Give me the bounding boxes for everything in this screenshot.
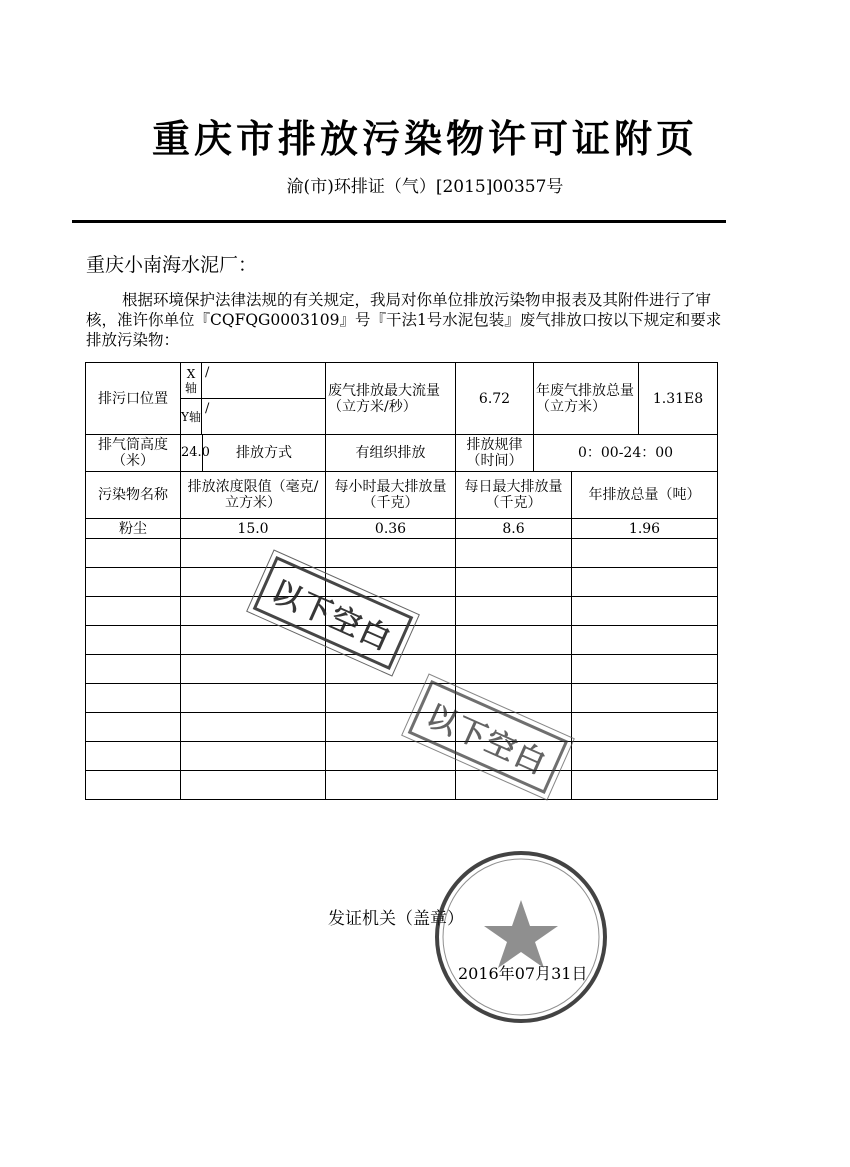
table-row-empty [86, 684, 718, 713]
header-concentration: 排放浓度限值（毫克/立方米） [181, 472, 326, 519]
table-row-empty [86, 771, 718, 800]
table-row-empty [86, 655, 718, 684]
x-axis-label: X轴 [181, 363, 202, 398]
table-row-empty [86, 742, 718, 771]
axis-cell [181, 363, 326, 435]
cell-pollutant: 粉尘 [86, 519, 181, 539]
star-icon [484, 900, 558, 968]
cell-annual-total: 1.96 [572, 519, 718, 539]
divider [72, 220, 726, 223]
table-row [86, 435, 718, 472]
cell-daily-max: 8.6 [456, 519, 572, 539]
outlet-location-label: 排污口位置 [86, 363, 181, 435]
page-title: 重庆市排放污染物许可证附页 [151, 117, 698, 161]
annual-volume-label: 年废气排放总量（立方米） [534, 363, 639, 435]
table-header-row [86, 472, 718, 519]
emission-mode-label: 排放方式 [203, 435, 326, 472]
intro-paragraph: 根据环境保护法律法规的有关规定，我局对你单位排放污染物申报表及其附件进行了审核，准许你单位『CQFQG0003109』号『干法1号水泥包装』废气排放口按以下规定和要求排放污染物： [86, 291, 722, 349]
cell-concentration: 15.0 [181, 519, 326, 539]
cell-hourly-max: 0.36 [326, 519, 456, 539]
table-row-empty [86, 539, 718, 568]
y-axis-value: / [205, 401, 210, 416]
official-seal [432, 848, 610, 1026]
issuer-label: 发证机关（盖章） [328, 909, 464, 929]
table-row [86, 519, 718, 539]
table-row-empty [86, 568, 718, 597]
issue-date: 2016年07月31日 [458, 964, 588, 983]
annual-volume-value: 1.31E8 [639, 363, 718, 435]
stack-height-value: 24.0 [181, 435, 203, 472]
header-pollutant: 污染物名称 [86, 472, 181, 519]
emission-mode-value: 有组织排放 [326, 435, 456, 472]
header-hourly-max: 每小时最大排放量（千克） [326, 472, 456, 519]
table-row [86, 363, 718, 435]
blank-stamp: 以下空白 [253, 556, 414, 670]
schedule-value: 0：00-24：00 [534, 435, 718, 472]
header-annual-total: 年排放总量（吨） [572, 472, 718, 519]
table-row-empty [86, 713, 718, 742]
stack-height-label: 排气筒高度（米） [86, 435, 181, 472]
max-flow-label: 废气排放最大流量（立方米/秒） [326, 363, 456, 435]
header-daily-max: 每日最大排放量（千克） [456, 472, 572, 519]
blank-stamp: 以下空白 [408, 680, 569, 794]
recipient: 重庆小南海水泥厂： [86, 254, 258, 276]
schedule-label: 排放规律（时间） [456, 435, 534, 472]
permit-table [85, 362, 718, 800]
max-flow-value: 6.72 [456, 363, 534, 435]
x-axis-value: / [205, 365, 210, 380]
y-axis-label: Y轴 [181, 399, 202, 434]
permit-number: 渝(市)环排证（气）[2015]00357号 [286, 177, 564, 197]
